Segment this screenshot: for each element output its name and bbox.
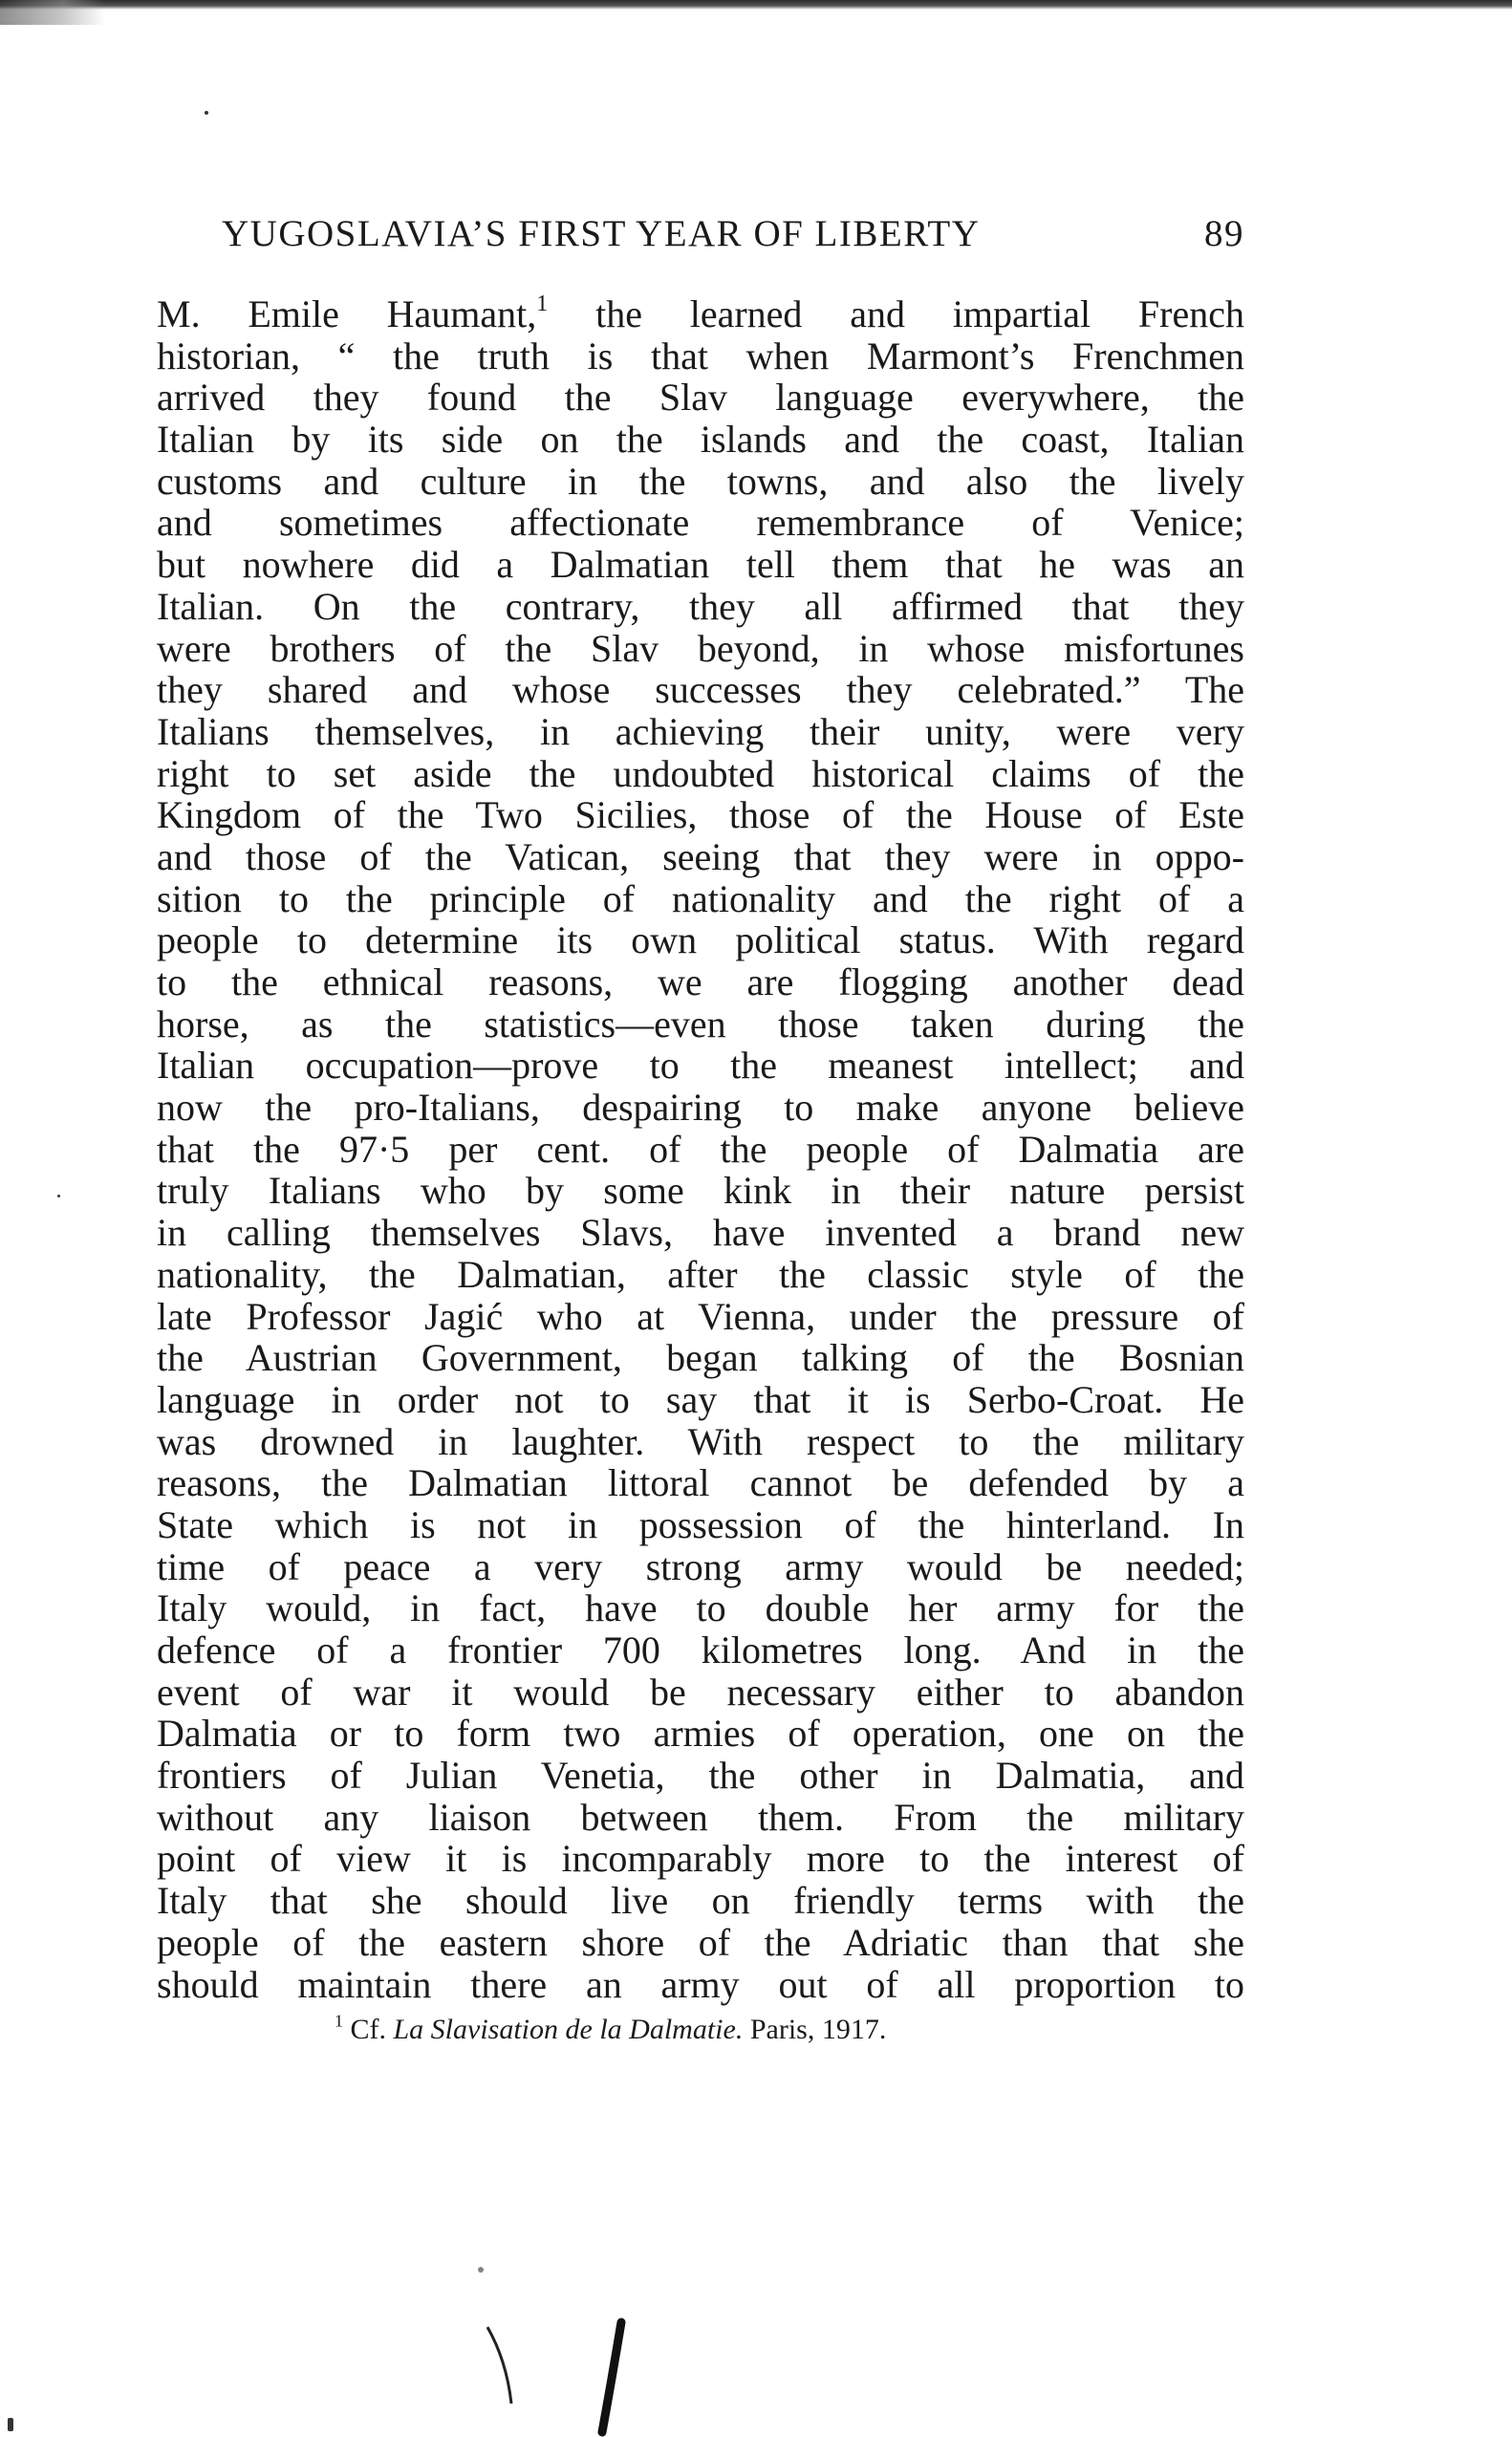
body-line: State which is not in possession of the hinterland. In [157,1502,1244,1546]
body-line: that the 97·5 per cent. of the people of Dalmatia are [157,1127,1244,1171]
footnote-prefix: Cf. [343,2014,394,2045]
scan-speck [57,1195,60,1197]
body-line: horse, as the statistics—even those taken during the [157,1002,1244,1046]
body-line: Italians themselves, in achieving their unity, were very [157,709,1244,753]
body-line: the Austrian Government, began talking of the Bosnian [157,1336,1244,1380]
body-line: Italian by its side on the islands and the coast, Italian [157,418,1244,462]
page-corner-shadow [0,0,105,25]
body-line: were brothers of the Slav beyond, in whose misfortunes [157,626,1244,670]
body-line: reasons, the Dalmatian littoral cannot be defended by a [157,1461,1244,1505]
body-line: point of view it is incomparably more to the interest of [157,1837,1244,1881]
body-line: without any liaison between them. From the military [157,1795,1244,1839]
body-text [157,293,1244,2005]
body-line [157,293,1244,335]
body-line: Italy that she should live on friendly terms with the [157,1879,1244,1923]
body-line: and sometimes affectionate remembrance of Venice; [157,501,1244,545]
body-line: in calling themselves Slavs, have invented a brand new [157,1211,1244,1255]
body-line: was drowned in laughter. With respect to the military [157,1419,1244,1463]
body-line: time of peace a very strong army would be needed; [157,1544,1244,1588]
body-line: nationality, the Dalmatian, after the classic style of the [157,1252,1244,1296]
body-line: Italy would, in fact, have to double her army for the [157,1586,1244,1630]
body-line: they shared and whose successes they celebrated.” The [157,668,1244,712]
body-line: arrived they found the Slav language everywhere, the [157,376,1244,420]
body-line: sition to the principle of nationality and the right of a [157,876,1244,920]
scan-speck [478,2267,484,2273]
page-number: 89 [1204,213,1244,254]
body-line: customs and culture in the towns, and also the lively [157,459,1244,503]
binding-mark [468,2313,659,2437]
body-line: right to set aside the undoubted historical claims of the [157,751,1244,795]
body-line: people to determine its own political status. With regard [157,918,1244,962]
body-line: frontiers of Julian Venetia, the other in Dalmatia, and [157,1754,1244,1798]
body-line: language in order not to say that it is Serbo-Croat. He [157,1377,1244,1421]
footnote-marker: 1 [335,2011,343,2031]
body-line: late Professor Jagić who at Vienna, under the pressure of [157,1294,1244,1338]
page-top-edge-shadow [0,0,1512,10]
body-line: Italian occupation—prove to the meanest intellect; and [157,1044,1244,1088]
scan-speck [205,111,208,115]
body-line: to the ethnical reasons, we are flogging another dead [157,960,1244,1003]
footnote-title: La Slavisation de la Dalmatie. [393,2014,744,2045]
body-line: and those of the Vatican, seeing that they were in oppo- [157,834,1244,878]
body-line-rest: the learned and impartial French [548,292,1244,335]
page-header [222,212,1244,266]
running-title: YUGOSLAVIA’S FIRST YEAR OF LIBERTY [222,213,981,254]
body-line: event of war it would be necessary either to abandon [157,1670,1244,1714]
body-line: historian, “ the truth is that when Marmont’s Frenchmen [157,334,1244,377]
body-line: Kingdom of the Two Sicilies, those of the House of Este [157,793,1244,837]
footnote-reference: 1 [536,291,549,317]
scan-speck [8,2418,13,2431]
body-line: truly Italians who by some kink in their nature persist [157,1169,1244,1213]
body-line: defence of a frontier 700 kilometres long. And in the [157,1628,1244,1671]
body-line-start: M. Emile Haumant, [157,292,537,335]
body-line: Dalmatia or to form two armies of operation, one on the [157,1712,1244,1756]
footnote-suffix: Paris, 1917. [743,2014,887,2045]
body-line: should maintain there an army out of all proportion to [157,1962,1244,2006]
body-line: but nowhere did a Dalmatian tell them that he was an [157,543,1244,587]
body-line: people of the eastern shore of the Adriatic than that she [157,1920,1244,1964]
body-line: now the pro-Italians, despairing to make anyone believe [157,1086,1244,1130]
footnote [335,2011,887,2046]
body-line: Italian. On the contrary, they all affirmed that they [157,584,1244,628]
